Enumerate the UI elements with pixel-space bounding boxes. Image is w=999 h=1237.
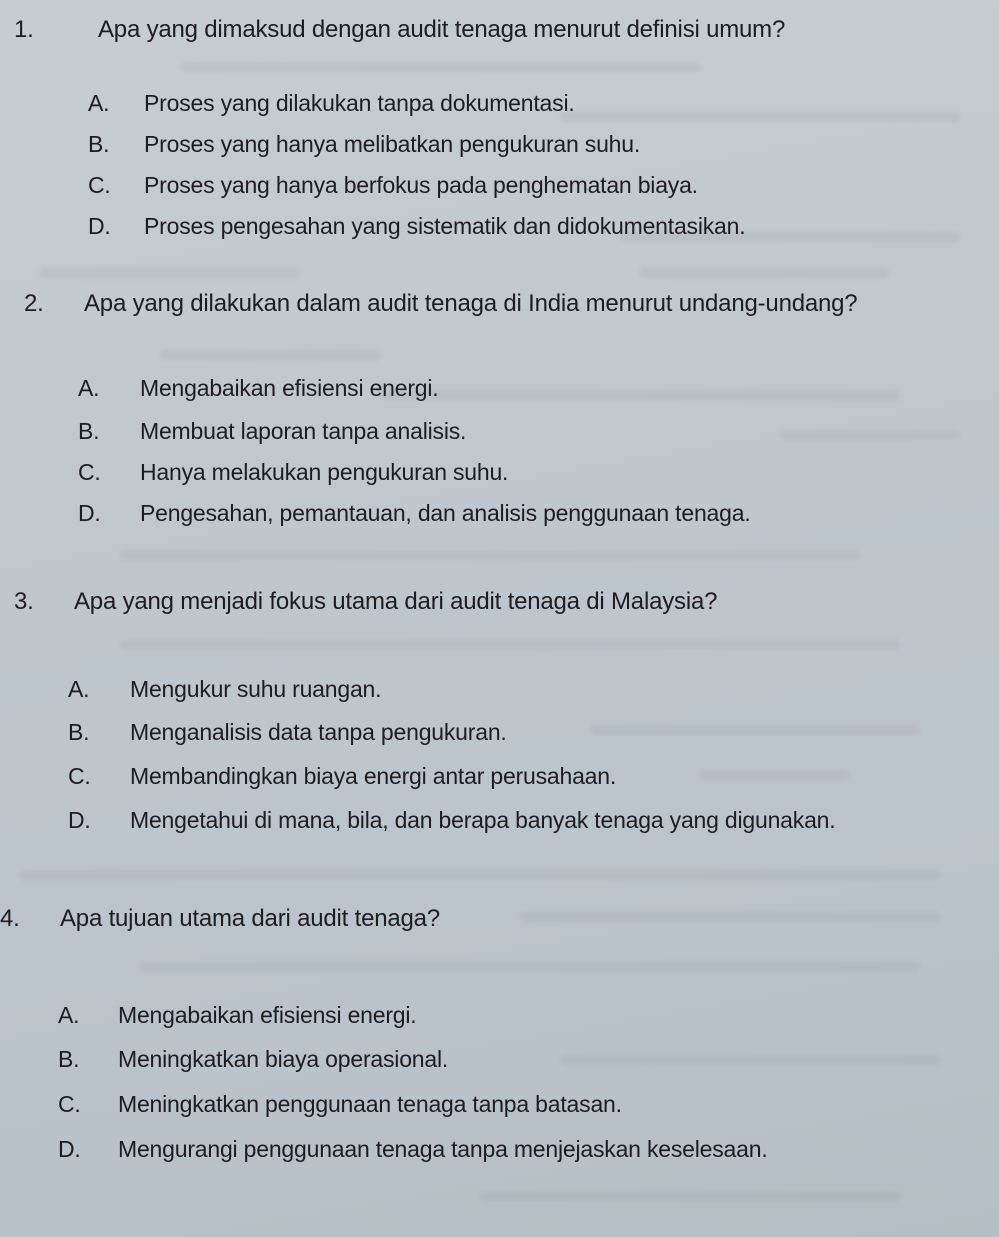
question-number: 2.: [24, 290, 44, 317]
option-d: [78, 500, 751, 527]
question-number: 4.: [0, 905, 20, 932]
option-text: Mengurangi penggunaan tenaga tanpa menjejaskan keselesaan.: [118, 1136, 768, 1162]
option-d: [58, 1136, 768, 1163]
option-letter: D.: [78, 500, 101, 526]
option-b: [68, 719, 507, 746]
option-text: Mengukur suhu ruangan.: [130, 676, 382, 702]
option-d: [68, 807, 836, 834]
option-letter: C.: [68, 763, 91, 789]
option-letter: B.: [78, 418, 100, 444]
option-letter: C.: [58, 1091, 81, 1117]
option-text: Membandingkan biaya energi antar perusahaan.: [130, 763, 617, 789]
question-number: 1.: [14, 16, 34, 43]
option-text: Proses yang hanya berfokus pada penghematan biaya.: [144, 172, 698, 198]
option-text: Pengesahan, pemantauan, dan analisis penggunaan tenaga.: [140, 500, 751, 526]
option-a: [88, 90, 575, 117]
question-text: [14, 16, 786, 44]
option-letter: D.: [88, 213, 111, 239]
option-letter: A.: [68, 676, 90, 702]
option-letter: A.: [78, 375, 100, 401]
question-text: [14, 588, 718, 616]
option-c: [88, 172, 698, 199]
option-text: Membuat laporan tanpa analisis.: [140, 418, 467, 444]
option-c: [68, 763, 617, 790]
option-b: [88, 131, 641, 158]
question-prompt: Apa tujuan utama dari audit tenaga?: [60, 905, 440, 932]
option-text: Mengetahui di mana, bila, dan berapa banyak tenaga yang digunakan.: [130, 807, 836, 833]
option-letter: D.: [68, 807, 91, 833]
option-a: [68, 676, 382, 703]
option-letter: A.: [58, 1002, 80, 1028]
option-letter: B.: [68, 719, 90, 745]
option-text: Hanya melakukan pengukuran suhu.: [140, 459, 509, 485]
option-letter: C.: [78, 459, 101, 485]
question-prompt: Apa yang dimaksud dengan audit tenaga menurut definisi umum?: [98, 16, 786, 43]
option-letter: C.: [88, 172, 111, 198]
option-text: Meningkatkan penggunaan tenaga tanpa batasan.: [118, 1091, 622, 1117]
option-b: [78, 418, 467, 445]
option-c: [58, 1091, 622, 1118]
question-text: [0, 905, 440, 933]
option-letter: D.: [58, 1136, 81, 1162]
option-letter: B.: [88, 131, 110, 157]
option-b: [58, 1046, 449, 1073]
question-prompt: Apa yang menjadi fokus utama dari audit tenaga di Malaysia?: [74, 588, 718, 615]
option-d: [88, 213, 746, 240]
question-number: 3.: [14, 588, 34, 615]
option-text: Menganalisis data tanpa pengukuran.: [130, 719, 507, 745]
option-a: [78, 375, 439, 402]
option-text: Proses pengesahan yang sistematik dan didokumentasikan.: [144, 213, 746, 239]
option-a: [58, 1002, 417, 1029]
option-letter: B.: [58, 1046, 80, 1072]
question-prompt: Apa yang dilakukan dalam audit tenaga di India menurut undang-undang?: [84, 290, 858, 317]
question-text: [24, 290, 858, 318]
option-text: Proses yang hanya melibatkan pengukuran suhu.: [144, 131, 641, 157]
option-text: Meningkatkan biaya operasional.: [118, 1046, 449, 1072]
option-text: Proses yang dilakukan tanpa dokumentasi.: [144, 90, 575, 116]
option-c: [78, 459, 509, 486]
option-letter: A.: [88, 90, 110, 116]
option-text: Mengabaikan efisiensi energi.: [140, 375, 439, 401]
option-text: Mengabaikan efisiensi energi.: [118, 1002, 417, 1028]
